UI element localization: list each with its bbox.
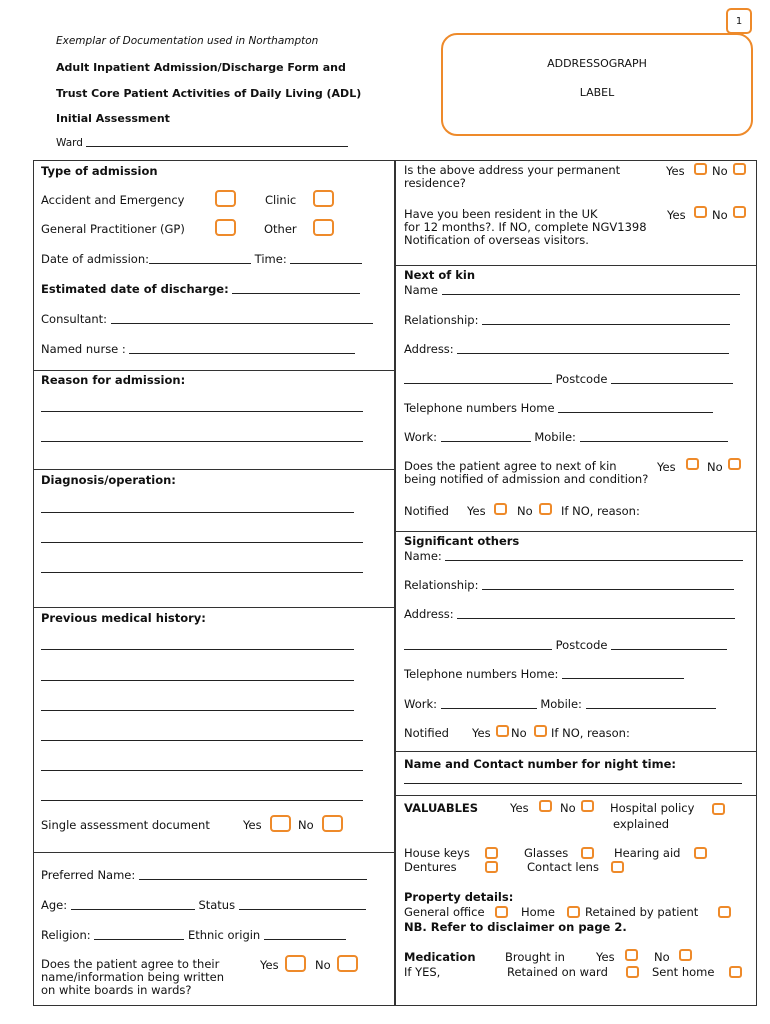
whiteboard-yes-checkbox[interactable] [285, 955, 306, 972]
whiteboard-yes-label: Yes [260, 958, 279, 972]
reason-line-2[interactable] [41, 441, 363, 442]
form-title-line1: Adult Inpatient Admission/Discharge Form and [56, 61, 346, 74]
addressograph-label-box [441, 33, 753, 136]
nok-agree-no-checkbox[interactable] [728, 458, 741, 470]
brought-in-label: Brought in [505, 950, 565, 964]
retained-by-patient-label: Retained by patient [585, 905, 699, 919]
medication-yes-checkbox[interactable] [625, 949, 638, 961]
so-notified-yes-label: Yes [472, 726, 491, 740]
so-notified-yes-checkbox[interactable] [496, 725, 509, 737]
nok-name-field[interactable]: Name [404, 283, 740, 297]
hospital-policy-checkbox[interactable] [712, 803, 725, 815]
other-label: Other [264, 222, 297, 236]
exemplar-note: Exemplar of Documentation used in Northampton [56, 35, 319, 47]
nok-telephone-home-field[interactable]: Telephone numbers Home [404, 401, 713, 415]
resident-no-checkbox[interactable] [733, 206, 746, 218]
nok-notified-no-checkbox[interactable] [539, 503, 552, 515]
nok-if-no-reason: If NO, reason: [561, 504, 640, 518]
nok-notified-yes-label: Yes [467, 504, 486, 518]
pmh-heading: Previous medical history: [41, 611, 206, 625]
property-home-checkbox[interactable] [567, 906, 580, 918]
hospital-policy-explained: explained [613, 817, 670, 831]
nok-agree-yes-checkbox[interactable] [686, 458, 699, 470]
property-details-heading: Property details: [404, 890, 514, 904]
significant-others-heading: Significant others [404, 534, 520, 548]
hearing-aid-checkbox[interactable] [694, 847, 707, 859]
dentures-checkbox[interactable] [485, 861, 498, 873]
religion-ethnic-field[interactable]: Religion: Ethnic origin [41, 928, 346, 942]
nok-notified-label: Notified [404, 504, 449, 518]
resident-yes-checkbox[interactable] [694, 206, 707, 218]
medication-no-checkbox[interactable] [679, 949, 692, 961]
valuables-yes-label: Yes [510, 801, 529, 815]
so-notified-label: Notified [404, 726, 449, 740]
pmh-line-1[interactable] [41, 649, 354, 650]
permanent-residence-question: Is the above address your permanent residence? [404, 163, 621, 190]
valuables-yes-checkbox[interactable] [539, 800, 552, 812]
house-keys-checkbox[interactable] [485, 847, 498, 859]
sad-yes-label: Yes [243, 818, 262, 832]
whiteboard-no-label: No [315, 958, 331, 972]
form-title-line2: Trust Core Patient Activities of Daily Living (ADL) [56, 87, 362, 100]
retained-by-patient-checkbox[interactable] [718, 906, 731, 918]
preferred-name-field[interactable]: Preferred Name: [41, 868, 367, 882]
nok-agree-yes-label: Yes [657, 460, 676, 474]
ward-label: Ward [56, 137, 83, 149]
hospital-policy-label: Hospital policy [610, 801, 695, 815]
general-office-checkbox[interactable] [495, 906, 508, 918]
medication-if-yes: If YES, [404, 965, 441, 979]
permanent-no-label: No [712, 164, 728, 178]
diagnosis-line-3[interactable] [41, 572, 363, 573]
night-contact-heading: Name and Contact number for night time: [404, 757, 676, 771]
page-number: 1 [726, 8, 752, 34]
medication-heading: Medication [404, 950, 476, 964]
diagnosis-heading: Diagnosis/operation: [41, 473, 176, 487]
age-status-field[interactable]: Age: Status [41, 898, 366, 912]
other-checkbox[interactable] [313, 219, 334, 236]
pmh-line-4[interactable] [41, 740, 363, 741]
sad-no-checkbox[interactable] [322, 815, 343, 832]
so-notified-no-label: No [511, 726, 527, 740]
pmh-line-2[interactable] [41, 680, 354, 681]
nok-address-field[interactable]: Address: [404, 342, 729, 356]
retained-on-ward-label: Retained on ward [507, 965, 608, 979]
date-of-admission-field[interactable]: Date of admission: Time: [41, 252, 362, 266]
ae-checkbox[interactable] [215, 190, 236, 207]
night-contact-field[interactable] [404, 772, 742, 786]
disclaimer-note: NB. Refer to disclaimer on page 2. [404, 920, 627, 934]
gp-checkbox[interactable] [215, 219, 236, 236]
so-if-no-reason: If NO, reason: [551, 726, 630, 740]
resident-yes-label: Yes [667, 208, 686, 222]
so-name-field[interactable]: Name: [404, 549, 743, 563]
whiteboard-question: Does the patient agree to their name/information being written on white boards in wards? [41, 957, 225, 997]
diagnosis-line-2[interactable] [41, 542, 363, 543]
valuables-heading: VALUABLES [404, 801, 479, 815]
resident-no-label: No [712, 208, 728, 222]
consultant-field[interactable]: Consultant: [41, 312, 373, 326]
reason-line-1[interactable] [41, 411, 363, 412]
medication-no-label: No [654, 950, 670, 964]
clinic-checkbox[interactable] [313, 190, 334, 207]
so-notified-no-checkbox[interactable] [534, 725, 547, 737]
nok-notified-no-label: No [517, 504, 533, 518]
sad-yes-checkbox[interactable] [270, 815, 291, 832]
so-postcode-field[interactable]: Postcode [404, 638, 727, 652]
nok-notified-yes-checkbox[interactable] [494, 503, 507, 515]
permanent-yes-label: Yes [666, 164, 685, 178]
pmh-line-3[interactable] [41, 710, 354, 711]
so-address-field[interactable]: Address: [404, 607, 735, 621]
named-nurse-field[interactable]: Named nurse : [41, 342, 355, 356]
dentures-label: Dentures [404, 860, 457, 874]
permanent-no-checkbox[interactable] [733, 163, 746, 175]
diagnosis-line-1[interactable] [41, 512, 354, 513]
addressograph-text: ADDRESSOGRAPH [547, 57, 647, 70]
form-title-line3: Initial Assessment [56, 112, 170, 125]
whiteboard-no-checkbox[interactable] [337, 955, 358, 972]
sad-no-label: No [298, 818, 314, 832]
so-telephone-home-field[interactable]: Telephone numbers Home: [404, 667, 684, 681]
nok-agree-no-label: No [707, 460, 723, 474]
sad-label: Single assessment document [41, 818, 210, 832]
nok-work-mobile-field[interactable]: Work: Mobile: [404, 430, 728, 444]
estimated-discharge-field[interactable]: Estimated date of discharge: [41, 282, 360, 296]
general-office-label: General office [404, 905, 485, 919]
valuables-no-label: No [560, 801, 576, 815]
addressograph-label-text: LABEL [579, 86, 615, 99]
ae-label: Accident and Emergency [41, 193, 185, 207]
glasses-checkbox[interactable] [581, 847, 594, 859]
hearing-aid-label: Hearing aid [614, 846, 681, 860]
type-of-admission-heading: Type of admission [41, 164, 158, 178]
next-of-kin-heading: Next of kin [404, 268, 476, 282]
glasses-label: Glasses [524, 846, 569, 860]
contact-lens-label: Contact lens [527, 860, 599, 874]
reason-for-admission-heading: Reason for admission: [41, 373, 186, 387]
medication-yes-label: Yes [596, 950, 615, 964]
property-home-label: Home [521, 905, 555, 919]
so-work-mobile-field[interactable]: Work: Mobile: [404, 697, 716, 711]
ward-field[interactable] [56, 137, 348, 149]
clinic-label: Clinic [265, 193, 297, 207]
sent-home-checkbox[interactable] [729, 966, 742, 978]
valuables-no-checkbox[interactable] [581, 800, 594, 812]
house-keys-label: House keys [404, 846, 470, 860]
pmh-line-6[interactable] [41, 800, 363, 801]
gp-label: General Practitioner (GP) [41, 222, 185, 236]
so-relationship-field[interactable]: Relationship: [404, 578, 734, 592]
nok-relationship-field[interactable]: Relationship: [404, 313, 730, 327]
uk-resident-question: Have you been resident in the UK for 12 months?. If NO, complete NGV1398 Notification of overseas visitors. [404, 207, 647, 247]
nok-agree-question: Does the patient agree to next of kin being notified of admission and condition? [404, 459, 649, 486]
pmh-line-5[interactable] [41, 770, 363, 771]
permanent-yes-checkbox[interactable] [694, 163, 707, 175]
retained-on-ward-checkbox[interactable] [626, 966, 639, 978]
nok-postcode-field[interactable]: Postcode [404, 372, 733, 386]
sent-home-label: Sent home [652, 965, 715, 979]
contact-lens-checkbox[interactable] [611, 861, 624, 873]
